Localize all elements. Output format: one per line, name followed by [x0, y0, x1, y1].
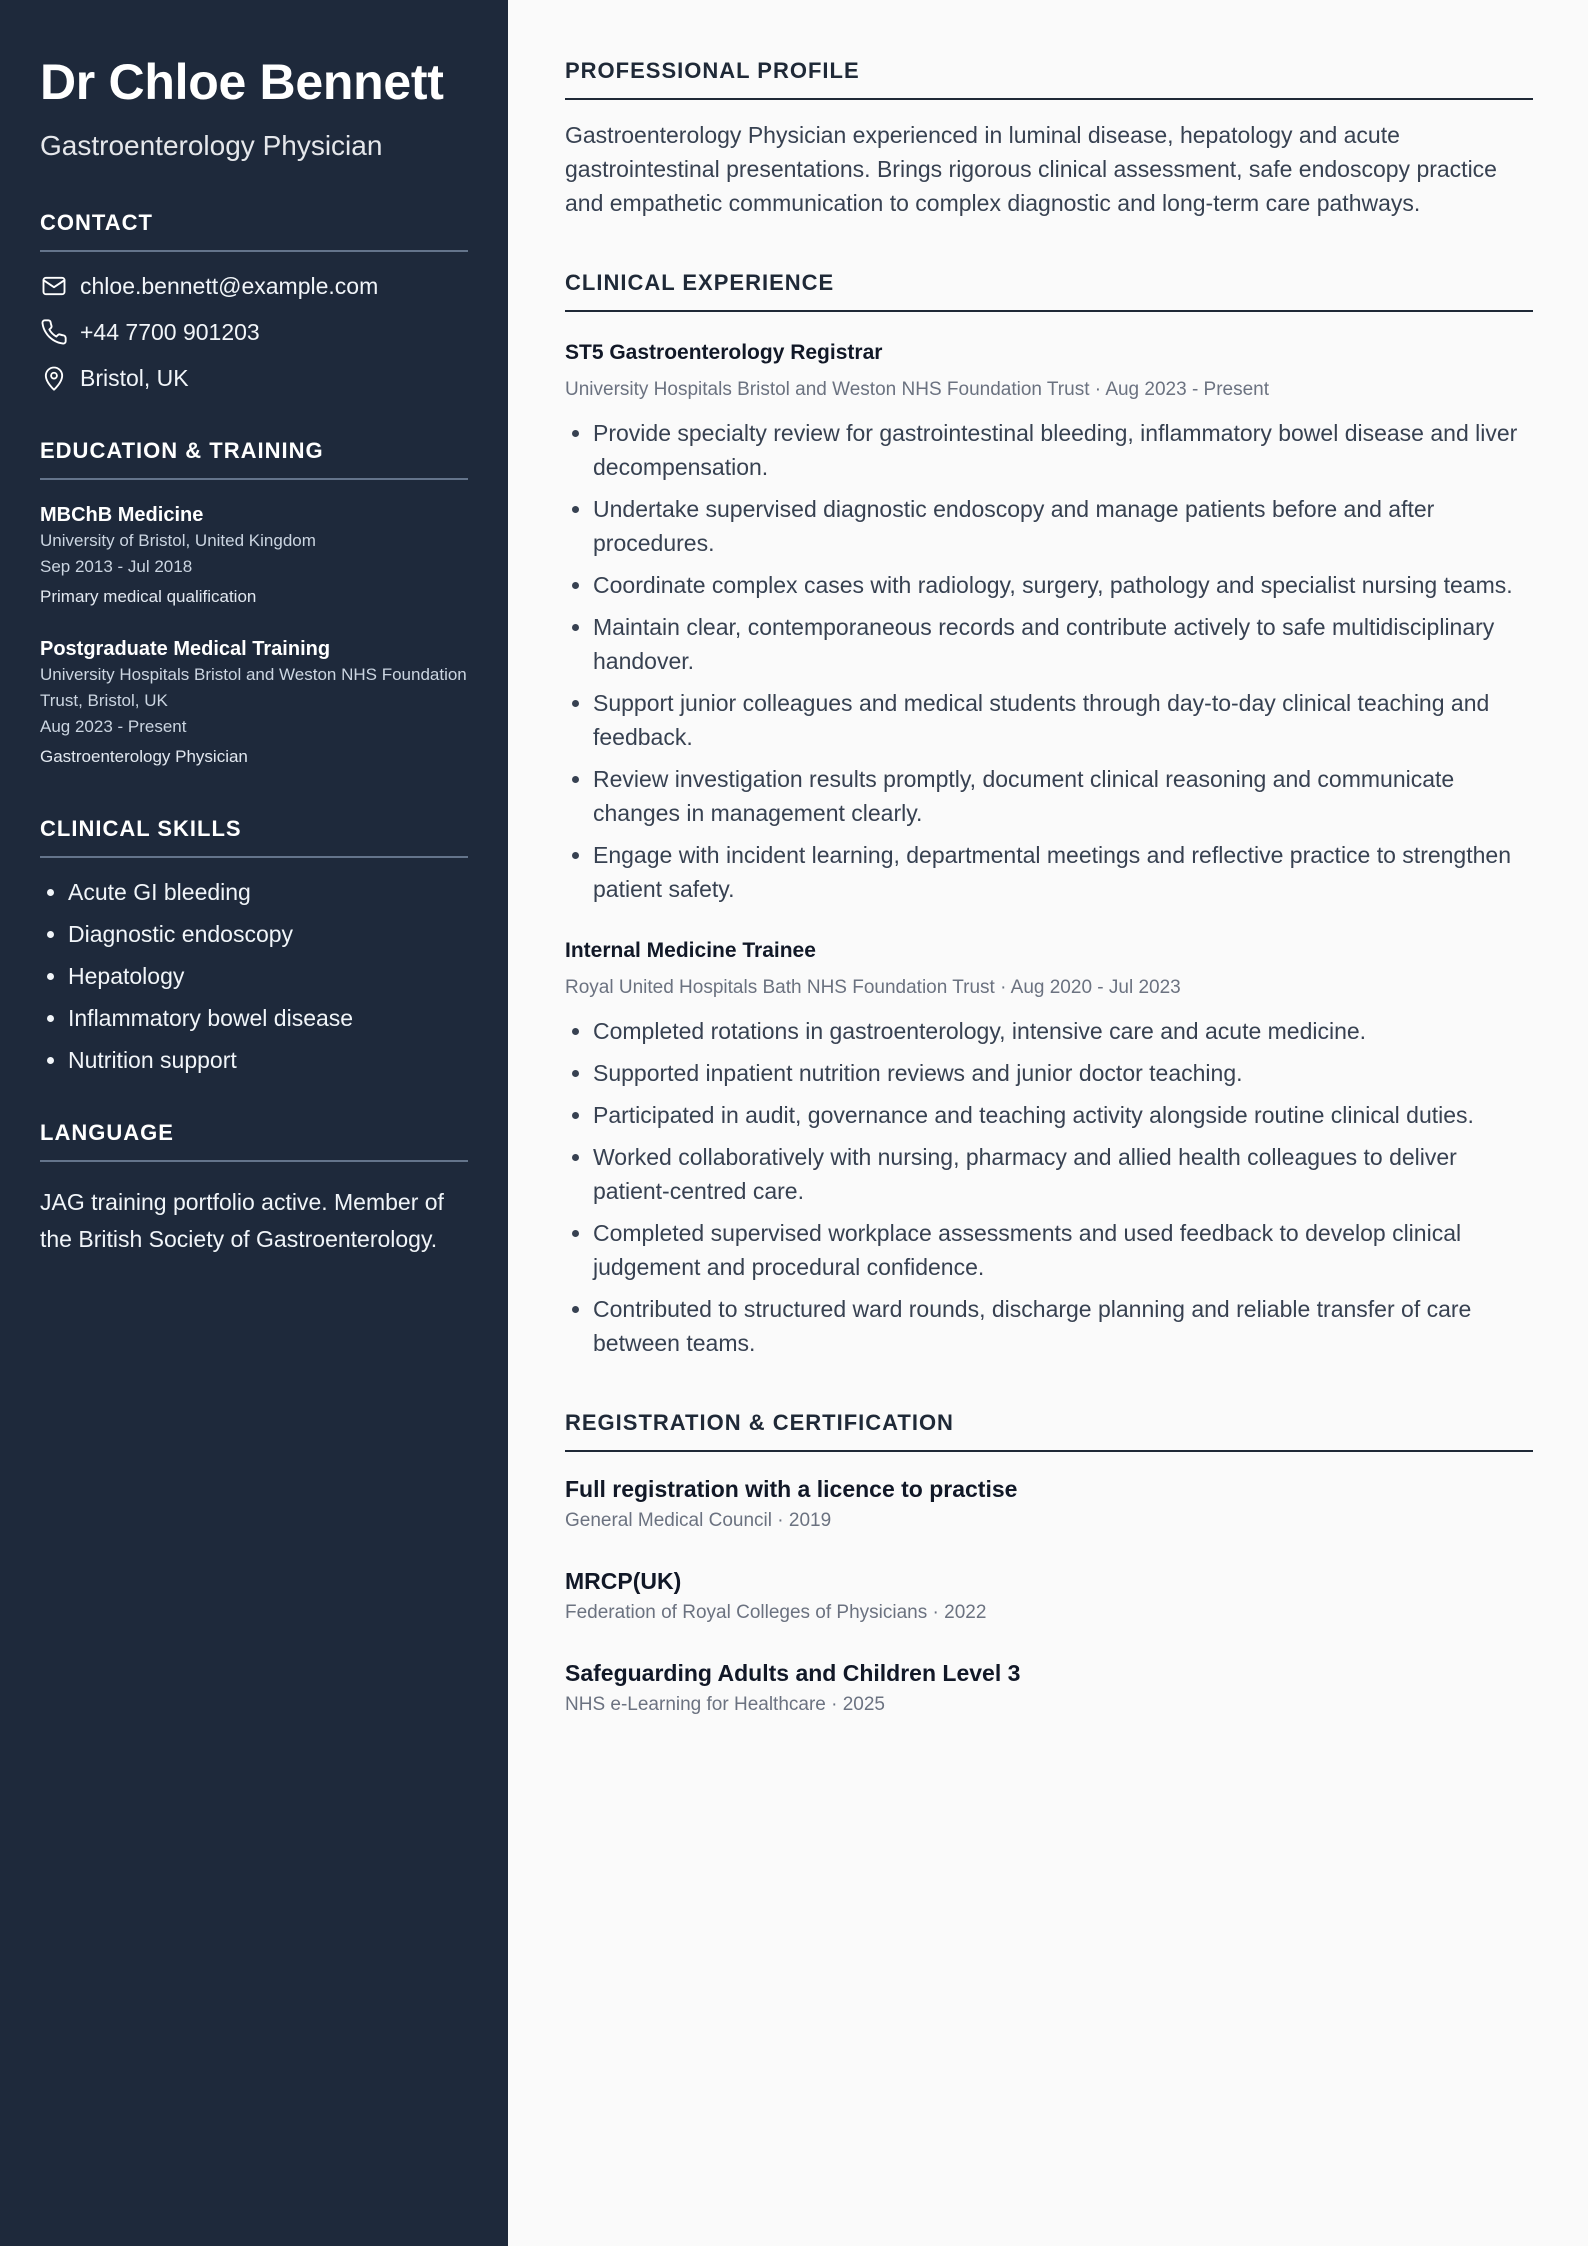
skill-item: • Nutrition support — [68, 1046, 468, 1074]
job-bullet: • Engage with incident learning, departmental meetings and reflective practice to strengthen patient safety. — [593, 838, 1533, 906]
profile-text: Gastroenterology Physician experienced in luminal disease, hepatology and acute gastrointestinal presentations. Brings rigorous clinical assessment, safe endoscopy practice and empathetic communication to complex diagnostic and long-term care pathways. — [565, 122, 1497, 216]
education-institution: University of Bristol, United Kingdom — [40, 531, 316, 550]
job-bullet: • Provide specialty review for gastrointestinal bleeding, inflammatory bowel disease and liver decompensation. — [593, 416, 1533, 484]
job-bullet: • Completed supervised workplace assessments and used feedback to develop clinical judgement and procedural confidence. — [593, 1216, 1533, 1284]
education-dates: Sep 2013 - Jul 2018 — [40, 557, 193, 576]
main-content — [508, 0, 1588, 2246]
education-item — [40, 636, 468, 770]
certification-item — [565, 1658, 1533, 1718]
education-degree: MBChB Medicine — [40, 504, 204, 526]
contact-location — [40, 364, 468, 392]
job-bullet: • Participated in audit, governance and teaching activity alongside routine clinical duties. — [593, 1098, 1533, 1132]
language-title: LANGUAGE — [40, 1120, 468, 1162]
skill-item: • Inflammatory bowel disease — [68, 1004, 468, 1032]
job-bullet: • Completed rotations in gastroenterology, intensive care and acute medicine. — [593, 1014, 1533, 1048]
certification-meta: NHS e-Learning for Healthcare · 2025 — [565, 1694, 886, 1715]
experience-section — [565, 270, 1533, 1360]
certification-item — [565, 1474, 1533, 1534]
job-meta: University Hospitals Bristol and Weston NHS Foundation Trust · Aug 2023 - Present — [565, 379, 1270, 400]
sidebar — [0, 0, 508, 2246]
contact-section — [40, 210, 468, 392]
education-title: EDUCATION & TRAINING — [40, 438, 468, 480]
job-bullet: • Support junior colleagues and medical students through day-to-day clinical teaching and feedback. — [593, 686, 1533, 754]
education-note: Primary medical qualification — [40, 587, 257, 606]
certification-meta: General Medical Council · 2019 — [565, 1510, 832, 1531]
job-bullet: • Undertake supervised diagnostic endoscopy and manage patients before and after procedures. — [593, 492, 1533, 560]
job-bullet: • Coordinate complex cases with radiology, surgery, pathology and specialist nursing teams. — [593, 568, 1533, 602]
skills-list — [40, 878, 468, 1074]
education-section — [40, 438, 468, 770]
map-pin-icon — [40, 364, 68, 392]
education-item — [40, 502, 468, 610]
experience-title: CLINICAL EXPERIENCE — [565, 270, 1533, 312]
job-entry — [565, 340, 1533, 906]
candidate-headline: Gastroenterology Physician — [40, 130, 383, 161]
certification-section — [565, 1410, 1533, 1718]
education-note: Gastroenterology Physician — [40, 747, 248, 766]
profile-title: PROFESSIONAL PROFILE — [565, 58, 1533, 100]
job-bullet: • Contributed to structured ward rounds, discharge planning and reliable transfer of care between teams. — [593, 1292, 1533, 1360]
contact-title: CONTACT — [40, 210, 468, 252]
job-bullets — [565, 1014, 1533, 1360]
candidate-name: Dr Chloe Bennett — [40, 54, 444, 110]
skill-item: • Diagnostic endoscopy — [68, 920, 468, 948]
contact-email-text: chloe.bennett@example.com — [80, 273, 379, 299]
contact-phone[interactable] — [40, 318, 468, 346]
job-bullet: • Review investigation results promptly, document clinical reasoning and communicate changes in management clearly. — [593, 762, 1533, 830]
education-degree: Postgraduate Medical Training — [40, 638, 331, 660]
skills-title: CLINICAL SKILLS — [40, 816, 468, 858]
skill-item: • Hepatology — [68, 962, 468, 990]
language-section — [40, 1120, 468, 1258]
certification-name: Safeguarding Adults and Children Level 3 — [565, 1660, 1021, 1686]
certification-title: REGISTRATION & CERTIFICATION — [565, 1410, 1533, 1452]
job-title: Internal Medicine Trainee — [565, 939, 816, 962]
job-meta: Royal United Hospitals Bath NHS Foundation Trust · Aug 2020 - Jul 2023 — [565, 977, 1181, 998]
job-bullet: • Maintain clear, contemporaneous records and contribute actively to safe multidisciplinary handover. — [593, 610, 1533, 678]
mail-icon — [40, 272, 68, 300]
job-bullet: • Worked collaboratively with nursing, pharmacy and allied health colleagues to deliver patient-centred care. — [593, 1140, 1533, 1208]
profile-section — [565, 58, 1533, 220]
skill-item: • Acute GI bleeding — [68, 878, 468, 906]
certification-name: Full registration with a licence to practise — [565, 1476, 1018, 1502]
contact-location-text: Bristol, UK — [80, 365, 189, 391]
contact-phone-text: +44 7700 901203 — [80, 319, 260, 345]
education-dates: Aug 2023 - Present — [40, 717, 187, 736]
phone-icon — [40, 318, 68, 346]
language-text: JAG training portfolio active. Member of the British Society of Gastroenterology. — [40, 1189, 444, 1252]
certification-meta: Federation of Royal Colleges of Physicians · 2022 — [565, 1602, 987, 1623]
job-bullet: • Supported inpatient nutrition reviews and junior doctor teaching. — [593, 1056, 1533, 1090]
contact-list — [40, 272, 468, 392]
certification-name: MRCP(UK) — [565, 1568, 682, 1594]
job-bullets — [565, 416, 1533, 906]
skills-section — [40, 816, 468, 1074]
certification-item — [565, 1566, 1533, 1626]
job-entry — [565, 938, 1533, 1360]
job-title: ST5 Gastroenterology Registrar — [565, 341, 883, 364]
contact-email[interactable] — [40, 272, 468, 300]
education-institution: University Hospitals Bristol and Weston NHS Foundation Trust, Bristol, UK — [40, 665, 467, 710]
